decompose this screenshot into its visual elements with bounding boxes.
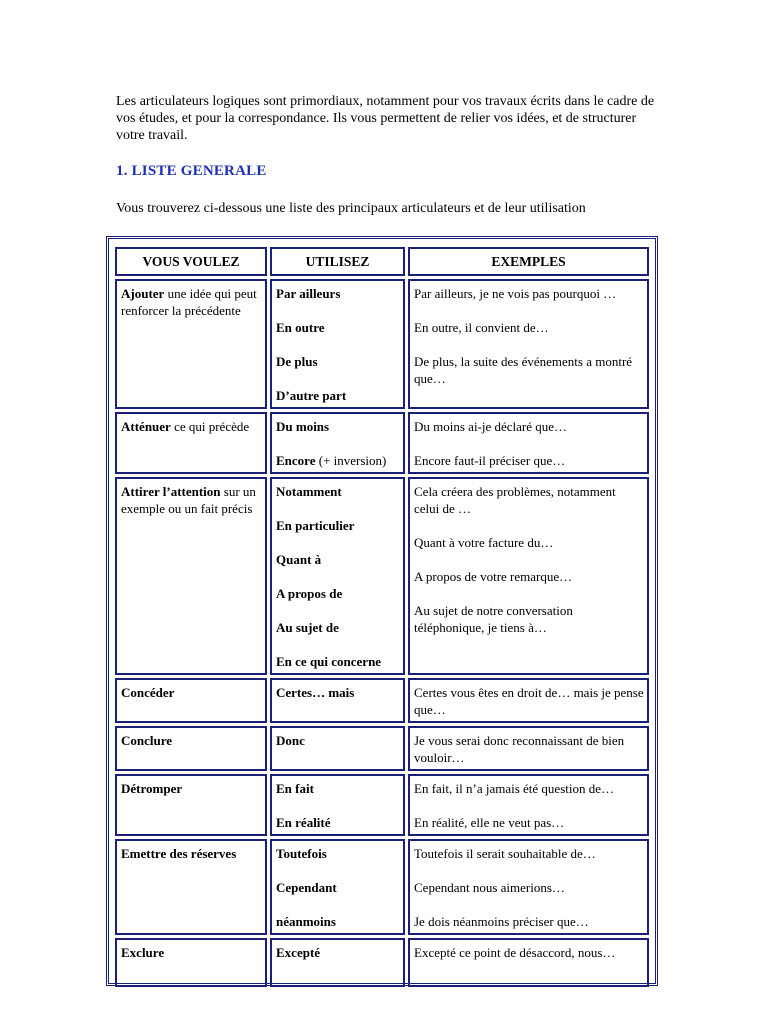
articulator-item [276,845,400,862]
articulator-word: D’autre part [276,388,347,403]
cell-examples [408,839,649,935]
articulator-item [276,944,400,961]
cell-intent [115,477,267,675]
cell-intent [115,678,267,723]
example-sentence: Quant à votre facture du… [414,535,554,550]
intent-keyword: Détromper [121,781,183,796]
articulator-word: En fait [276,781,314,796]
articulator-word: néanmoins [276,914,336,929]
table-row [115,938,649,987]
cell-examples [408,726,649,771]
intent-keyword: Emettre des réserves [121,846,237,861]
cell-examples [408,412,649,474]
articulators-table [112,244,652,990]
cell-intent [115,839,267,935]
example-sentence: Au sujet de notre conversation téléphonique, je tiens à… [414,603,573,635]
cell-examples [408,678,649,723]
cell-articulators [270,477,405,675]
cell-articulators [270,774,405,836]
intent-keyword: Ajouter [121,286,165,301]
lead-paragraph: Vous trouverez ci-dessous une liste des principaux articulateurs et de leur utilisation [116,201,586,216]
example-sentence: Par ailleurs, je ne vois pas pourquoi … [414,286,617,301]
articulator-word: Notamment [276,484,342,499]
articulator-word: Du moins [276,419,330,434]
articulator-item [276,732,400,749]
articulator-word: Encore [276,453,316,468]
articulator-item [276,780,400,797]
articulator-word: Par ailleurs [276,286,341,301]
articulator-item [276,319,400,336]
articulator-item [276,619,400,636]
example-sentence: En réalité, elle ne veut pas… [414,815,565,830]
articulator-item [276,387,400,404]
intent-keyword: Attirer l’attention [121,484,221,499]
intent-description: ce qui précède [170,419,250,434]
section-heading: 1. LISTE GENERALE [116,163,267,179]
articulator-item [276,585,400,602]
articulator-word: Donc [276,733,305,748]
example-sentence: Encore faut-il préciser que… [414,453,566,468]
cell-examples [408,279,649,409]
example-sentence: De plus, la suite des événements a montré que… [414,354,633,386]
example-sentence: Je vous serai donc reconnaissant de bien vouloir… [414,733,625,765]
intent-keyword: Concéder [121,685,175,700]
example-sentence: Certes vous êtes en droit de… mais je pense que… [414,685,644,717]
articulator-item [276,353,400,370]
cell-intent [115,774,267,836]
intent-keyword: Conclure [121,733,173,748]
table-row [115,774,649,836]
articulator-note: (+ inversion) [315,453,387,468]
cell-intent [115,938,267,987]
example-sentence: Cela créera des problèmes, notamment celui de … [414,484,616,516]
example-sentence: En outre, il convient de… [414,320,549,335]
articulator-item [276,551,400,568]
header-vous-voulez: VOUS VOULEZ [115,247,267,276]
example-sentence: Toutefois il serait souhaitable de… [414,846,596,861]
articulator-word: Cependant [276,880,337,895]
articulator-word: En réalité [276,815,331,830]
articulator-word: De plus [276,354,318,369]
articulator-item [276,418,400,435]
articulator-word: En particulier [276,518,355,533]
table-row [115,726,649,771]
cell-articulators [270,412,405,474]
articulator-word: Excepté [276,945,321,960]
cell-intent [115,412,267,474]
intent-keyword: Atténuer [121,419,171,434]
example-sentence: A propos de votre remarque… [414,569,573,584]
example-sentence: Je dois néanmoins préciser que… [414,914,589,929]
cell-articulators [270,678,405,723]
example-sentence: Excepté ce point de désaccord, nous… [414,945,616,960]
articulator-item [276,285,400,302]
articulator-word: A propos de [276,586,343,601]
intent-description: une idée qui peut renforcer la précédente [121,286,257,318]
articulator-word: Toutefois [276,846,327,861]
table-row [115,477,649,675]
articulator-word: Certes… mais [276,685,355,700]
intent-keyword: Exclure [121,945,165,960]
articulator-item [276,879,400,896]
cell-examples [408,477,649,675]
table-row [115,279,649,409]
cell-examples [408,938,649,987]
example-sentence: Du moins ai-je déclaré que… [414,419,568,434]
articulator-item [276,653,400,670]
articulator-item [276,913,400,930]
articulator-item [276,452,400,469]
articulator-word: Quant à [276,552,322,567]
header-utilisez: UTILISEZ [270,247,405,276]
articulator-item [276,684,400,701]
table-row [115,678,649,723]
articulators-table-frame [106,236,658,986]
articulator-word: Au sujet de [276,620,339,635]
cell-examples [408,774,649,836]
intro-paragraph: Les articulateurs logiques sont primordiaux, notamment pour vos travaux écrits dans le cadre de vos études, et pour la correspondance. Ils vous permettent de relier vos idées, et de structurer votre travail. [116,94,655,143]
intent-description: sur un exemple ou un fait précis [121,484,256,516]
example-sentence: Cependant nous aimerions… [414,880,565,895]
cell-articulators [270,726,405,771]
articulator-item [276,517,400,534]
example-sentence: En fait, il n’a jamais été question de… [414,781,614,796]
cell-articulators [270,938,405,987]
articulator-item [276,814,400,831]
cell-intent [115,279,267,409]
table-body [115,279,649,987]
table-header-row [115,247,649,276]
cell-intent [115,726,267,771]
cell-articulators [270,839,405,935]
table-row [115,839,649,935]
articulator-word: En outre [276,320,325,335]
cell-articulators [270,279,405,409]
articulator-word: En ce qui concerne [276,654,382,669]
articulator-item [276,483,400,500]
table-row [115,412,649,474]
header-exemples: EXEMPLES [408,247,649,276]
